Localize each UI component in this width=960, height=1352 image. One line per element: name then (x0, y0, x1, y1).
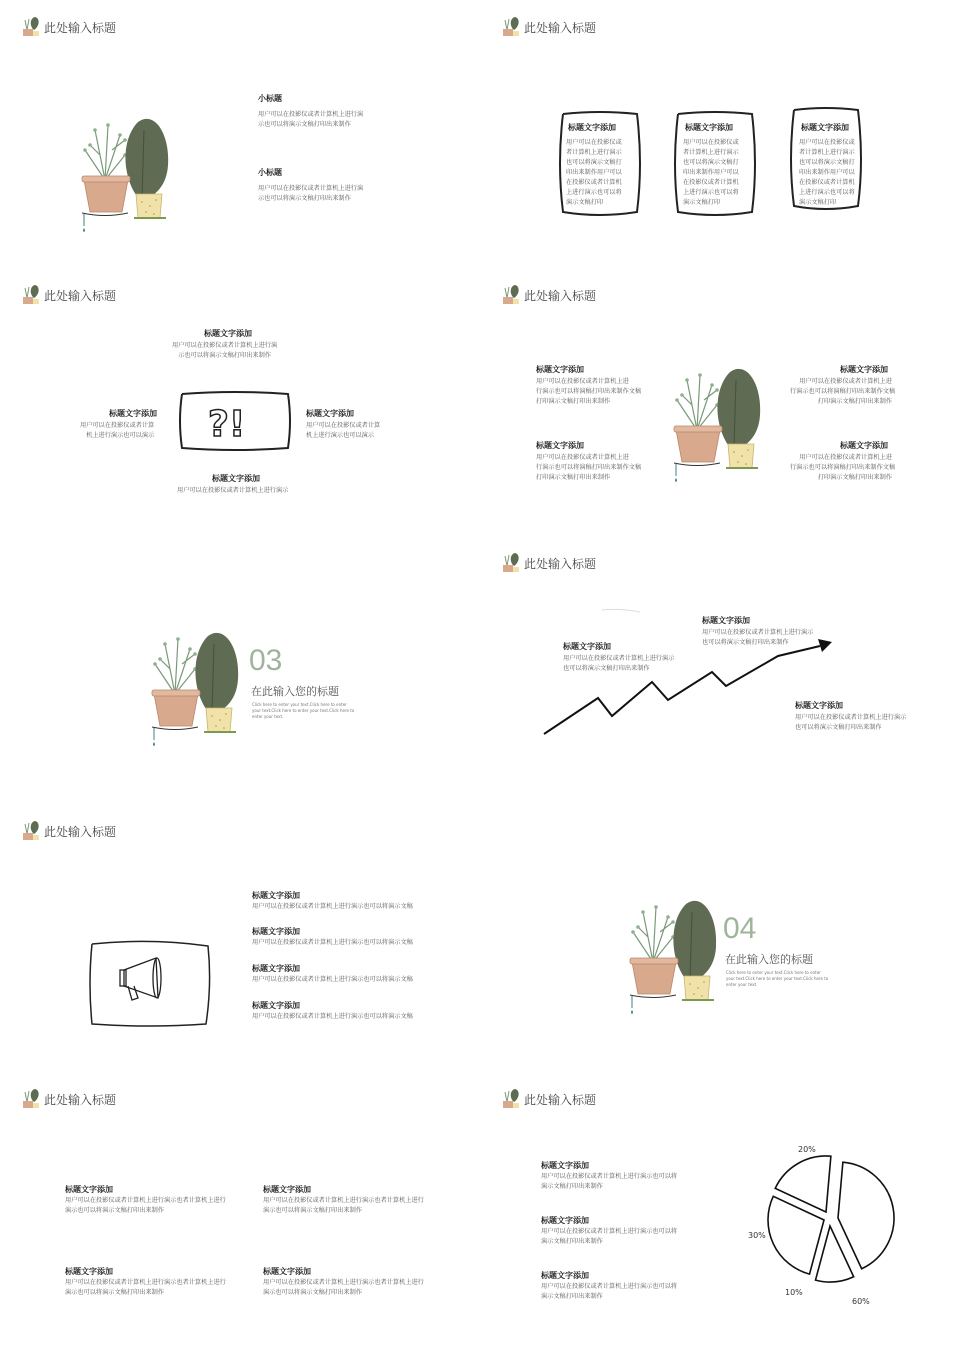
body-line: 演示文稿打印出来制作 (541, 1293, 603, 1300)
body-line: 也可以将演示文稿打印出来制作 (702, 639, 789, 646)
body-line: your text.Click here to enter your text.Click here to (726, 976, 829, 981)
right-body (790, 377, 896, 407)
body-line: 用户可以在投影仪或者计算机上进行演 (172, 342, 278, 349)
right-body (790, 453, 896, 483)
slide-header (502, 282, 596, 308)
item-title: 标题文字添加 (541, 1216, 589, 1225)
slide-header (22, 282, 116, 308)
body-line: 行演示也可以将演稿打印出来制作文稿 (790, 464, 896, 471)
section-title: 在此输入您的标题 (725, 953, 813, 966)
body-line: 机上进行演示也可以演示 (86, 432, 155, 439)
body-line: 者计算机上进行演示 (799, 149, 855, 156)
body-line: 用户可以在投影仪或者计算机上进行演 (258, 185, 364, 192)
body-line: 示也可以将演示文稿打印出来制作 (258, 195, 351, 202)
body-line: 示也可以将演示文稿打印出来制作 (258, 121, 351, 128)
body-line: 也可以将演示文稿打印出来制作 (795, 724, 882, 731)
header-title: 此处输入标题 (524, 1092, 597, 1107)
slide-header (22, 1086, 116, 1112)
item-title: 标题文字添加 (563, 642, 611, 651)
slide-header (22, 14, 116, 40)
potted-plants-illustration (70, 110, 180, 240)
slide-header (22, 818, 116, 844)
body-line: 演示文稿打印出来制作 (541, 1238, 603, 1245)
box-body (799, 138, 855, 208)
plant-logo-icon (22, 284, 42, 306)
plant-logo-icon (502, 284, 522, 306)
body-line: 印出来制作用户可以 (566, 169, 622, 176)
pie-slice-label: 30% (748, 1231, 766, 1240)
header-title: 此处输入标题 (44, 824, 117, 839)
item-body (258, 184, 363, 204)
body-line: 用户可以在投影仪或者计算机上进行演示也可以将 (541, 1228, 678, 1235)
pie-slice-label: 60% (852, 1297, 870, 1306)
header-title: 此处输入标题 (44, 288, 117, 303)
header-title: 此处输入标题 (524, 288, 597, 303)
pie-slice-label: 10% (785, 1288, 803, 1297)
header-title: 此处输入标题 (524, 20, 597, 35)
box-body (566, 138, 622, 208)
plant-slot (618, 892, 728, 1022)
body-line: enter your text. (726, 982, 758, 987)
plant-slot (70, 110, 190, 240)
body-line: 用户可以在投影仪或 (683, 139, 739, 146)
slide-3 (0, 268, 480, 536)
svg-text:?!: ?! (208, 404, 246, 445)
body-line: Click here to enter your text.Click here to enter (252, 702, 347, 707)
body-line: 用户可以在投影仪或者计算机上进行演示也可以将 (541, 1283, 678, 1290)
body-line: 演示文稿打印 (799, 199, 837, 206)
body-line: 用户可以在投影仪或者计算 (306, 422, 381, 429)
item-title: 小标题 (258, 168, 282, 177)
body-line: 用户可以在投影仪或者计算机上进行演示也可以将演示文稿 (252, 976, 413, 983)
body-line: 用户可以在投影仪或者计算机上进行演示 (702, 629, 814, 636)
body-line: 打印演示文稿打印出来制作 (817, 398, 892, 405)
item-title: 标题文字添加 (795, 701, 843, 710)
section-number: 03 (249, 644, 283, 677)
section-body (252, 702, 354, 720)
potted-plants-illustration (140, 624, 250, 754)
item-body (252, 1012, 413, 1022)
zigzag-growth-arrow (480, 536, 960, 804)
item-body (795, 713, 906, 733)
left-title: 标题文字添加 (536, 365, 584, 374)
body-line: 用户可以在投影仪或者计算机上进 (799, 378, 892, 385)
body-line: 演示文稿打印出来制作 (541, 1183, 603, 1190)
body-line: 行演示也可以将演稿打印出来制作文稿 (536, 388, 642, 395)
body-line: 演示也可以将演示文稿打印出来制作 (65, 1289, 164, 1296)
item-title: 小标题 (258, 94, 282, 103)
body-line: 用户可以在投影仪或者计算机上进行演示也可以将 (541, 1173, 678, 1180)
body-line: 也可以将演示文稿打 (566, 159, 622, 166)
body-line: 也可以将演示文稿打印出来制作 (563, 665, 650, 672)
section-body (726, 970, 828, 988)
body-line: 打印演示文稿打印出来制作 (536, 474, 611, 481)
item-title: 标题文字添加 (541, 1161, 589, 1170)
body-line: 上进行演示也可以将 (566, 189, 622, 196)
slide-8 (480, 804, 960, 1072)
left-body (536, 453, 641, 483)
top-title: 标题文字添加 (204, 329, 252, 338)
body-line: 用户可以在投影仪或者计算机上进行演 (258, 111, 364, 118)
body-line: 演示文稿打印 (683, 199, 721, 206)
body-line: 在投影仪或者计算机 (799, 179, 855, 186)
item-body (252, 938, 413, 948)
body-line: 打印演示文稿打印出来制作 (817, 474, 892, 481)
body-line: 用户可以在投影仪或者计算机上进 (536, 378, 629, 385)
plant-logo-icon (22, 820, 42, 842)
plant-slot (140, 624, 250, 754)
body-line: 演示也可以将演示文稿打印出来制作 (263, 1289, 362, 1296)
slide-7 (0, 804, 480, 1072)
body-line: 机上进行演示也可以演示 (306, 432, 375, 439)
body-line: 用户可以在投影仪或 (799, 139, 855, 146)
body-line: 上进行演示也可以将 (799, 189, 855, 196)
body-line: 在投影仪或者计算机 (683, 179, 739, 186)
plant-logo-icon (22, 1088, 42, 1110)
item-body (702, 628, 813, 648)
body-line: 示也可以将演示文稿打印出来制作 (178, 352, 271, 359)
body-line: 用户可以在投影仪或者计算机上进行演示也者计算机上进行 (65, 1197, 226, 1204)
body-line: 用户可以在投影仪或者计算机上进行演示 (563, 655, 675, 662)
slide-5 (0, 536, 480, 804)
bottom-title: 标题文字添加 (212, 474, 260, 483)
body-line: 用户可以在投影仪或者计算机上进行演示 (177, 487, 289, 494)
body-line: 用户可以在投影仪或者计算机上进 (536, 454, 629, 461)
body-line: 上进行演示也可以将 (683, 189, 739, 196)
body-line: enter your text. (252, 714, 284, 719)
pie-slice (838, 1162, 894, 1269)
body-line: 演示也可以将演示文稿打印出来制作 (263, 1207, 362, 1214)
body-line: 用户可以在投影仪或者计算机上进行演示也可以将演示文稿 (252, 1013, 413, 1020)
slide-2 (480, 0, 960, 268)
left-title: 标题文字添加 (536, 441, 584, 450)
body-line: 用户可以在投影仪或者计算机上进 (799, 454, 892, 461)
box-body (683, 138, 739, 208)
pie-slice-label: 20% (798, 1145, 816, 1154)
box-title: 标题文字添加 (568, 123, 616, 132)
body-line: 用户可以在投影仪或者计算机上进行演示也可以将演示文稿 (252, 903, 413, 910)
body-line: 用户可以在投影仪或者计算机上进行演示也者计算机上进行 (263, 1279, 424, 1286)
item-title: 标题文字添加 (263, 1185, 311, 1194)
potted-plants-illustration (618, 892, 728, 1022)
body-line: 也可以将演示文稿打 (683, 159, 739, 166)
megaphone-icon (120, 958, 161, 1000)
left-title: 标题文字添加 (109, 409, 157, 418)
item-body (563, 654, 674, 674)
body-line: 用户可以在投影仪或者计算机上进行演示 (795, 714, 907, 721)
item-body (65, 1196, 226, 1216)
body-line: 用户可以在投影仪或者计算机上进行演示也者计算机上进行 (65, 1279, 226, 1286)
body-line: your text.Click here to enter your text.Click here to (252, 708, 355, 713)
body-line: 演示也可以将演示文稿打印出来制作 (65, 1207, 164, 1214)
item-body (252, 902, 413, 912)
item-title: 标题文字添加 (252, 927, 300, 936)
body-line: 行演示也可以将演稿打印出来制作文稿 (790, 388, 896, 395)
item-body (258, 110, 363, 130)
body-line: Click here to enter your text.Click here to enter (726, 970, 821, 975)
body-line: 也可以将演示文稿打 (799, 159, 855, 166)
header-title: 此处输入标题 (44, 1092, 117, 1107)
body-line: 用户可以在投影仪或者计算 (80, 422, 155, 429)
body-line: 用户可以在投影仪或者计算机上进行演示也者计算机上进行 (263, 1197, 424, 1204)
body-line: 印出来制作用户可以 (799, 169, 855, 176)
item-title: 标题文字添加 (252, 891, 300, 900)
potted-plants-illustration (662, 360, 772, 490)
right-body (306, 421, 380, 441)
item-title: 标题文字添加 (263, 1267, 311, 1276)
plant-logo-icon (502, 16, 522, 38)
item-title: 标题文字添加 (252, 964, 300, 973)
box-title: 标题文字添加 (801, 123, 849, 132)
bottom-body (177, 486, 288, 496)
body-line: 打印演示文稿打印出来制作 (536, 398, 611, 405)
item-body (252, 975, 413, 985)
item-body (65, 1278, 226, 1298)
slide-1 (0, 0, 480, 268)
plant-logo-icon (22, 16, 42, 38)
body-line: 者计算机上进行演示 (566, 149, 622, 156)
body-line: 演示文稿打印 (566, 199, 604, 206)
slide-9 (0, 1072, 480, 1340)
body-line: 用户可以在投影仪或 (566, 139, 622, 146)
item-title: 标题文字添加 (252, 1001, 300, 1010)
body-line: 行演示也可以将演稿打印出来制作文稿 (536, 464, 642, 471)
header-title: 此处输入标题 (524, 556, 597, 571)
section-number: 04 (723, 912, 757, 945)
plant-slot (662, 360, 772, 490)
top-body (172, 341, 277, 361)
right-title: 标题文字添加 (840, 365, 888, 374)
item-title: 标题文字添加 (702, 616, 750, 625)
right-title: 标题文字添加 (840, 441, 888, 450)
item-body (263, 1196, 424, 1216)
box-title: 标题文字添加 (685, 123, 733, 132)
item-body (263, 1278, 424, 1298)
right-title: 标题文字添加 (306, 409, 354, 418)
body-line: 用户可以在投影仪或者计算机上进行演示也可以将演示文稿 (252, 939, 413, 946)
item-title: 标题文字添加 (65, 1267, 113, 1276)
question-exclamation-box (176, 390, 294, 452)
slide-4 (480, 268, 960, 536)
body-line: 印出来制作用户可以 (683, 169, 739, 176)
body-line: 在投影仪或者计算机 (566, 179, 622, 186)
item-title: 标题文字添加 (65, 1185, 113, 1194)
slide-header (502, 14, 596, 40)
megaphone-box (86, 938, 214, 1028)
slide-6 (480, 536, 960, 804)
item-title: 标题文字添加 (541, 1271, 589, 1280)
header-title: 此处输入标题 (44, 20, 117, 35)
left-body (80, 421, 154, 441)
exploded-pie-chart (480, 1072, 960, 1340)
slide-10 (480, 1072, 960, 1340)
left-body (536, 377, 641, 407)
body-line: 者计算机上进行演示 (683, 149, 739, 156)
section-title: 在此输入您的标题 (251, 685, 339, 698)
